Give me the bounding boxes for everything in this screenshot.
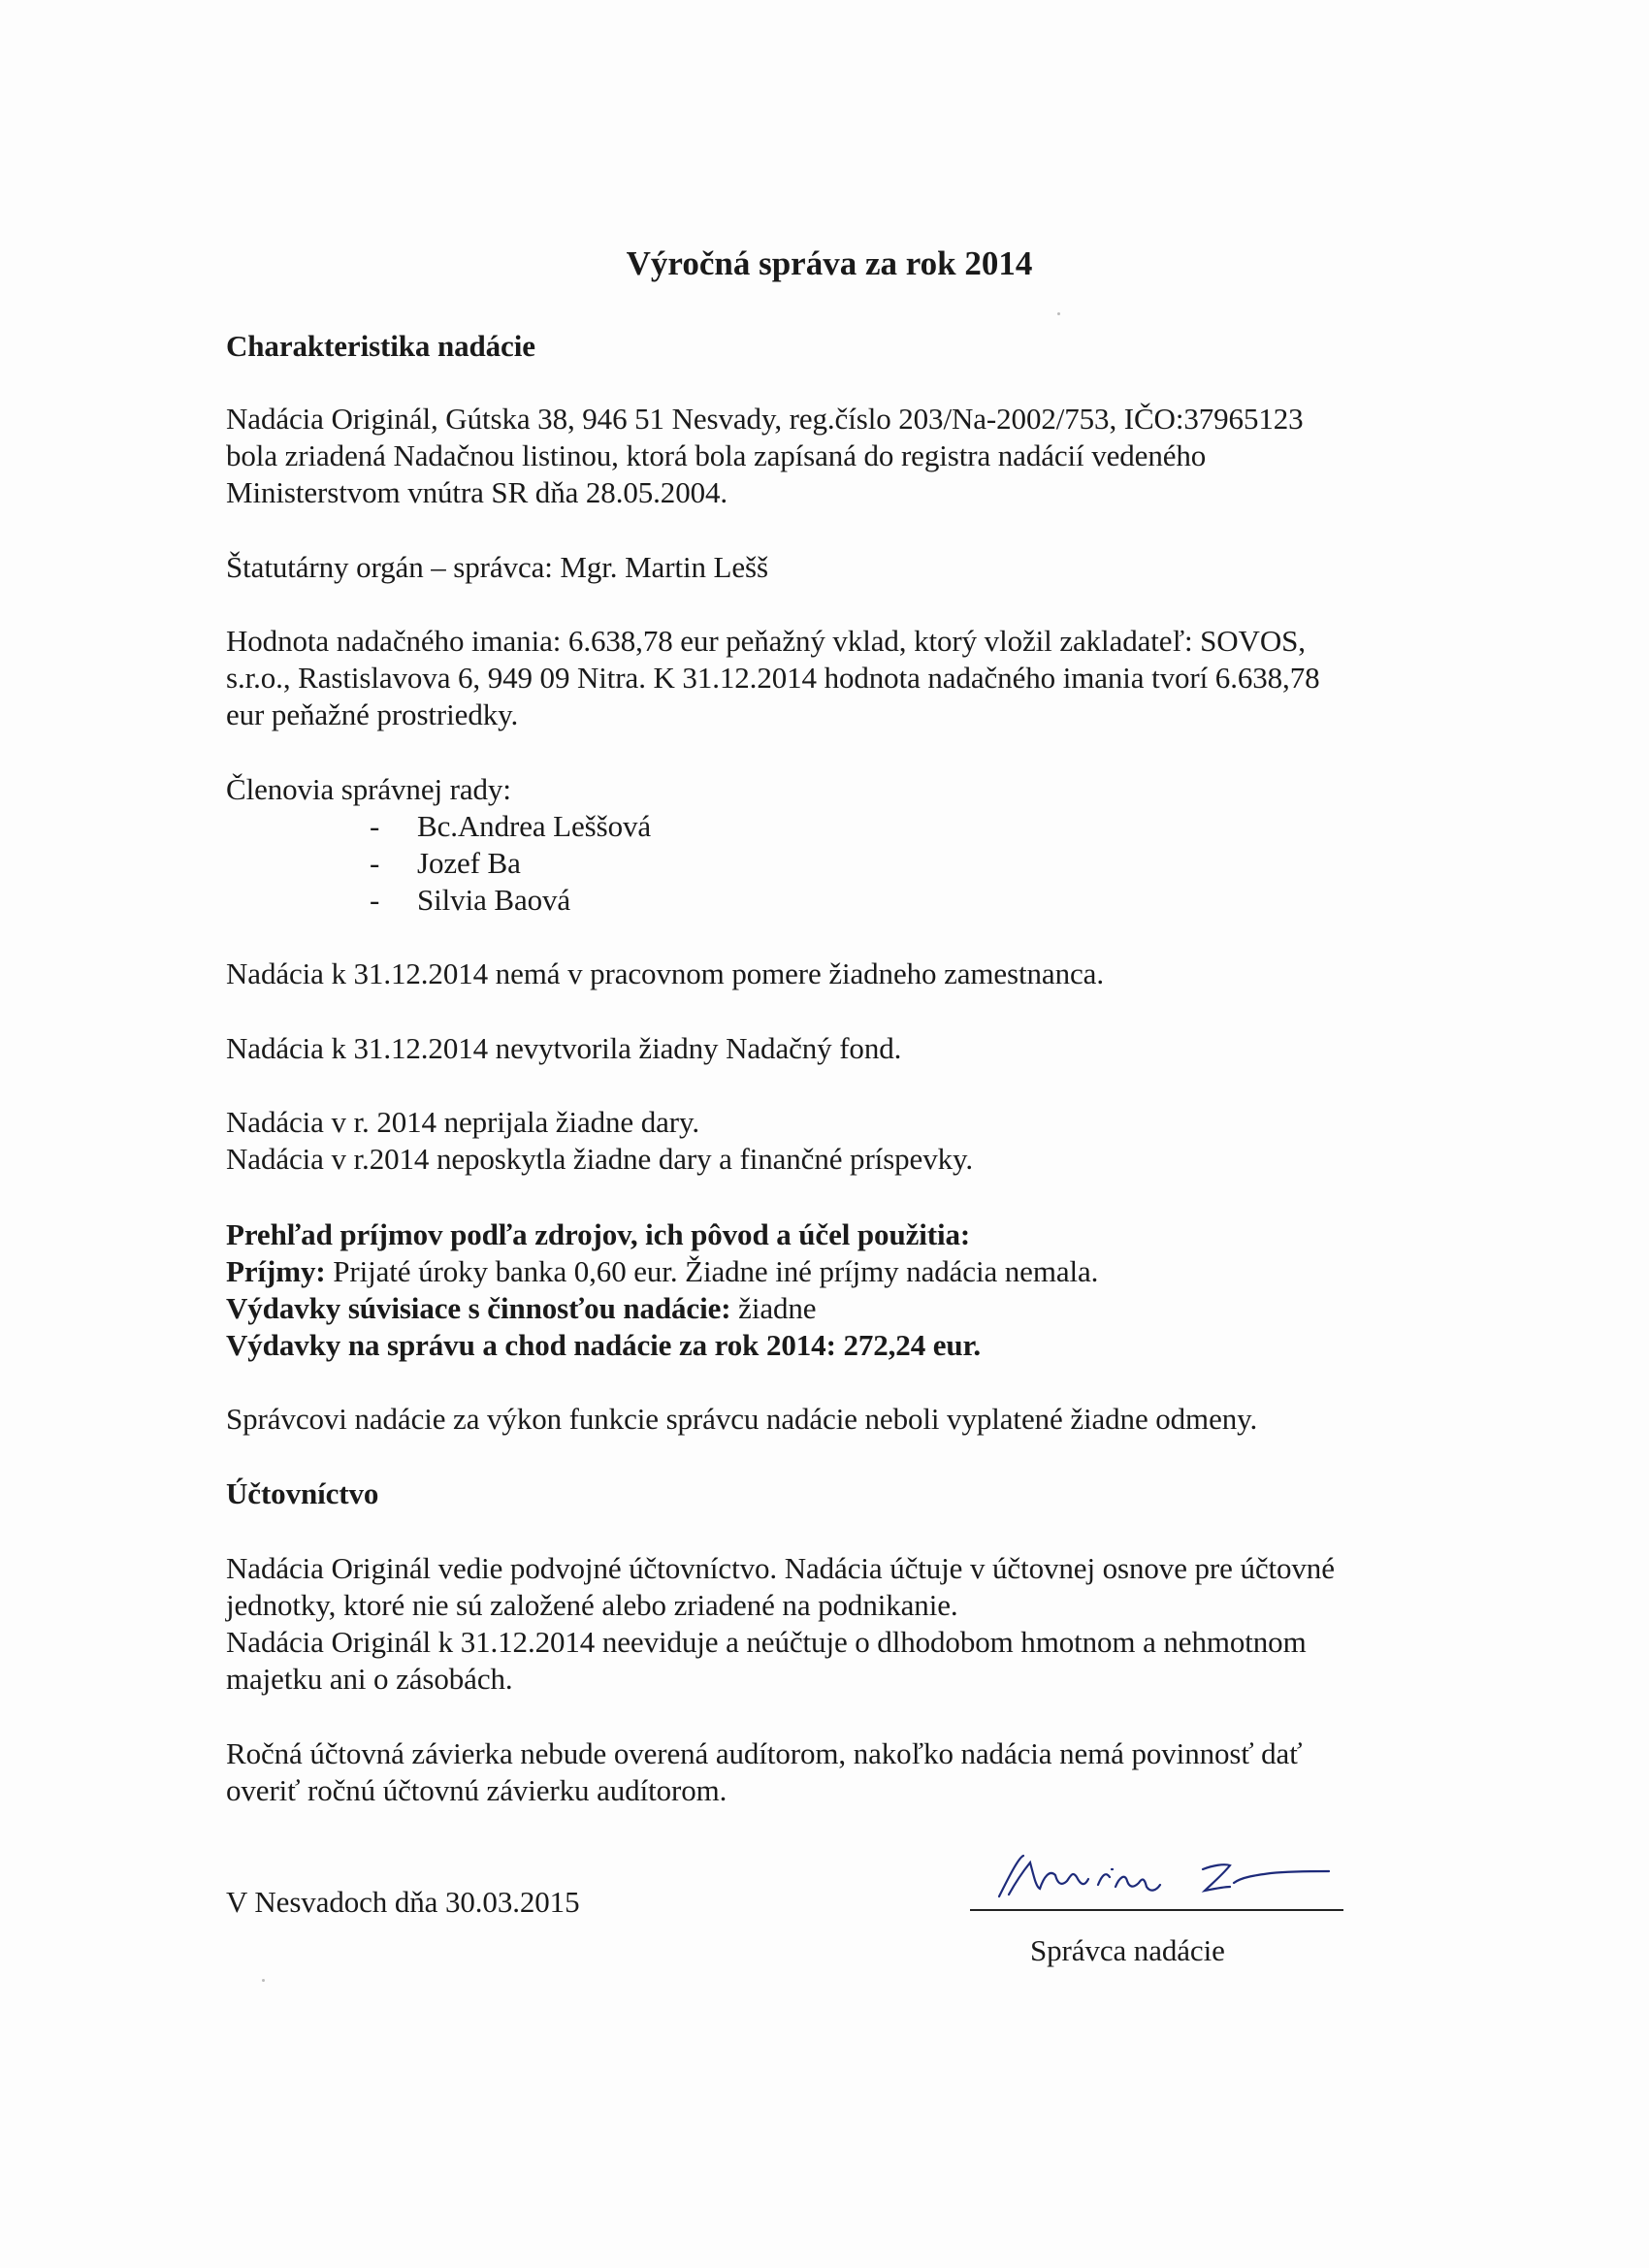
board-bullet: - [370,809,380,843]
capital-line-3: eur peňažné prostriedky. [226,697,519,731]
audit-line-1: Ročná účtovná závierka nebude overená audítorom, nakoľko nadácia nemá povinnosť dať [226,1736,1303,1770]
audit-line-2: overiť ročnú účtovnú závierku audítorom. [226,1773,728,1807]
expenses-activity-value: žiadne [738,1291,817,1325]
board-member: Bc.Andrea Leššová [417,809,652,843]
scan-speck [1057,312,1060,315]
capital-line-1: Hodnota nadačného imania: 6.638,78 eur peňažný vklad, ktorý vložil zakladateľ: SOVOS, [226,624,1306,658]
fund-statement: Nadácia k 31.12.2014 nevytvorila žiadny Nadačný fond. [226,1031,902,1065]
signature-line [970,1909,1343,1911]
capital-line-2: s.r.o., Rastislavova 6, 949 09 Nitra. K 31.12.2014 hodnota nadačného imania tvorí 6.638,78 [226,661,1320,695]
place-and-date: V Nesvadoch dňa 30.03.2015 [226,1885,580,1919]
income-row [226,1253,1098,1290]
remuneration-statement: Správcovi nadácie za výkon funkcie správcu nadácie neboli vyplatené žiadne odmeny. [226,1402,1258,1436]
gifts-received-statement: Nadácia v r. 2014 neprijala žiadne dary. [226,1105,700,1139]
document-title: Výročná správa za rok 2014 [626,244,1033,282]
accounting-line-3: Nadácia Originál k 31.12.2014 neeviduje a neúčtuje o dlhodobom hmotnom a nehmotnom [226,1625,1307,1659]
accounting-line-4: majetku ani o zásobách. [226,1662,513,1696]
employees-statement: Nadácia k 31.12.2014 nemá v pracovnom pomere žiadneho zamestnanca. [226,956,1104,990]
statutory-body: Štatutárny orgán – správca: Mgr. Martin Lešš [226,550,768,584]
accounting-heading: Účtovníctvo [226,1476,379,1510]
board-label: Členovia správnej rady: [226,772,511,806]
income-overview-heading: Prehľad príjmov podľa zdrojov, ich pôvod a účel použitia: [226,1217,971,1251]
income-label: Príjmy: [226,1254,326,1288]
board-bullet: - [370,883,380,917]
board-member: Jozef Ba [417,846,521,880]
expenses-activity-label: Výdavky súvisiace s činnosťou nadácie: [226,1291,731,1325]
gifts-given-statement: Nadácia v r.2014 neposkytla žiadne dary a finančné príspevky. [226,1142,974,1176]
scan-speck [262,1979,265,1982]
expenses-activity-row [226,1290,816,1327]
characteristics-line-3: Ministerstvom vnútra SR dňa 28.05.2004. [226,475,728,509]
characteristics-heading: Charakteristika nadácie [226,329,535,363]
signature-caption: Správca nadácie [1030,1933,1225,1967]
board-bullet: - [370,846,380,880]
expenses-admin: Výdavky na správu a chod nadácie za rok 2014: 272,24 eur. [226,1328,982,1362]
accounting-line-2: jednotky, ktoré nie sú založené alebo zriadené na podnikanie. [226,1588,958,1622]
board-member: Silvia Baová [417,883,571,917]
handwritten-signature [980,1848,1339,1916]
income-text: Prijaté úroky banka 0,60 eur. Žiadne iné príjmy nadácia nemala. [333,1254,1099,1288]
accounting-line-1: Nadácia Originál vedie podvojné účtovníctvo. Nadácia účtuje v účtovnej osnove pre účtovné [226,1551,1335,1585]
characteristics-line-2: bola zriadená Nadačnou listinou, ktorá bola zapísaná do registra nadácií vedeného [226,438,1207,472]
characteristics-line-1: Nadácia Originál, Gútska 38, 946 51 Nesvady, reg.číslo 203/Na-2002/753, IČO:37965123 [226,402,1304,436]
